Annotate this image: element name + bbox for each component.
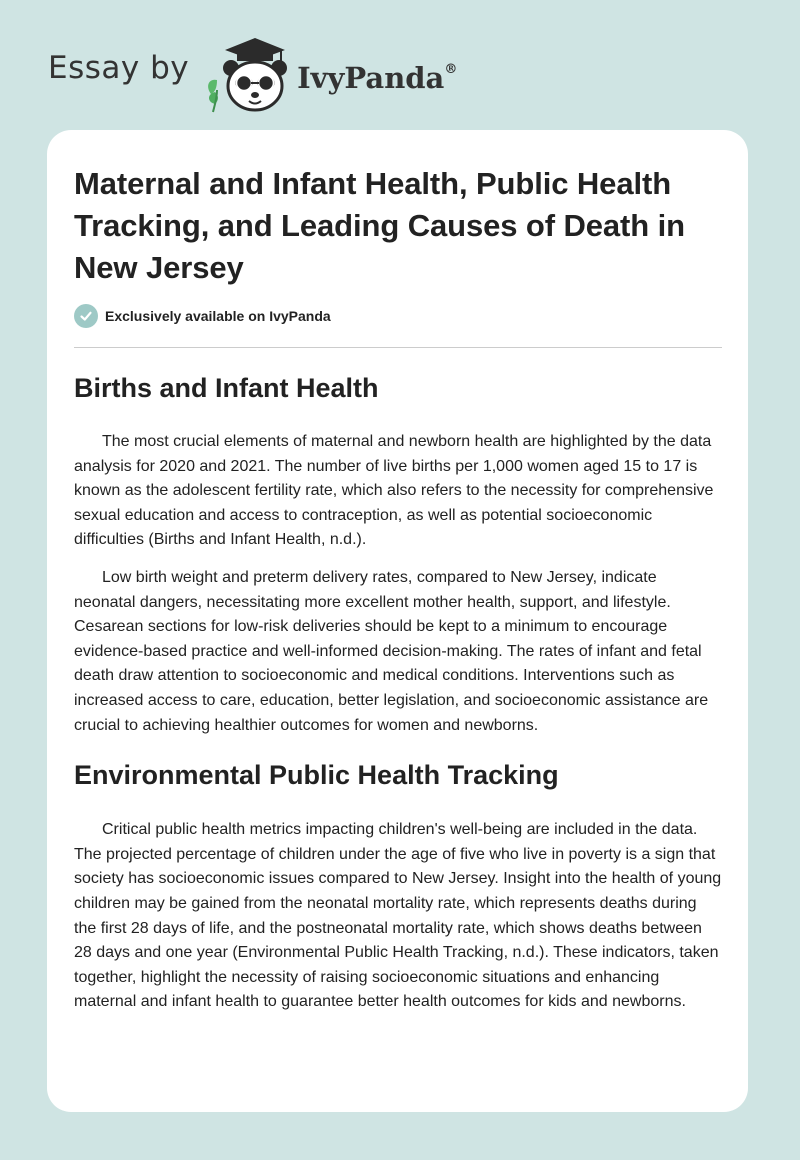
brand-name: IvyPanda® [297,61,458,95]
paragraph: The most crucial elements of maternal and newborn health are highlighted by the data analysis for 2020 and 2021. The number of live births per 1,000 women aged 15 to 17 is known as the adolescent fertility rate, which also refers to the necessity for comprehensive sexual education and access to contraception, as well as potential socioeconomic difficulties (Births and Infant Health, n.d.). [74,433,714,549]
registered-mark: ® [444,62,458,78]
article-card [47,130,748,1112]
exclusive-badge [74,303,722,329]
panda-graduate-icon [203,34,295,114]
brand-prefix: Essay by [48,50,190,86]
section-heading-births: Births and Infant Health [74,373,379,403]
exclusive-text: Exclusively available on IvyPanda [105,308,331,324]
check-icon [74,304,98,328]
section-heading-environmental: Environmental Public Health Tracking [74,760,559,791]
divider [74,347,722,348]
paragraph: Critical public health metrics impacting children's well-being are included in the data. The projected percentage of children under the age of five who live in poverty is a sign that society has socioeconomic issues compared to New Jersey. Insight into the health of young children may be gained from the neonatal mortality rate, which represents deaths during the first 28 days of life, and the postneonatal mortality rate, which shows deaths between 28 days and one year (Environmental Public Health Tracking, n.d.). These indicators, taken together, highlight the necessity of raising socioeconomic situations and enhancing maternal and infant health to guarantee better health outcomes for kids and newborns. [74,821,722,1011]
article-title: Maternal and Infant Health, Public Health Tracking, and Leading Causes of Death in New Jersey [74,166,685,285]
paragraph: Low birth weight and preterm delivery rates, compared to New Jersey, indicate neonatal dangers, necessitating more excellent mother health, support, and lifestyle. Cesarean sections for low-risk deliveries should be kept to a minimum to encourage evidence-based practice and well-informed decision-making. The rates of infant and fetal death draw attention to socioeconomic and medical conditions. Interventions such as increased access to care, education, better legislation, and socioeconomic assistance are crucial to achieving healthier outcomes for women and newborns. [74,568,709,734]
site-brand[interactable] [48,34,457,114]
